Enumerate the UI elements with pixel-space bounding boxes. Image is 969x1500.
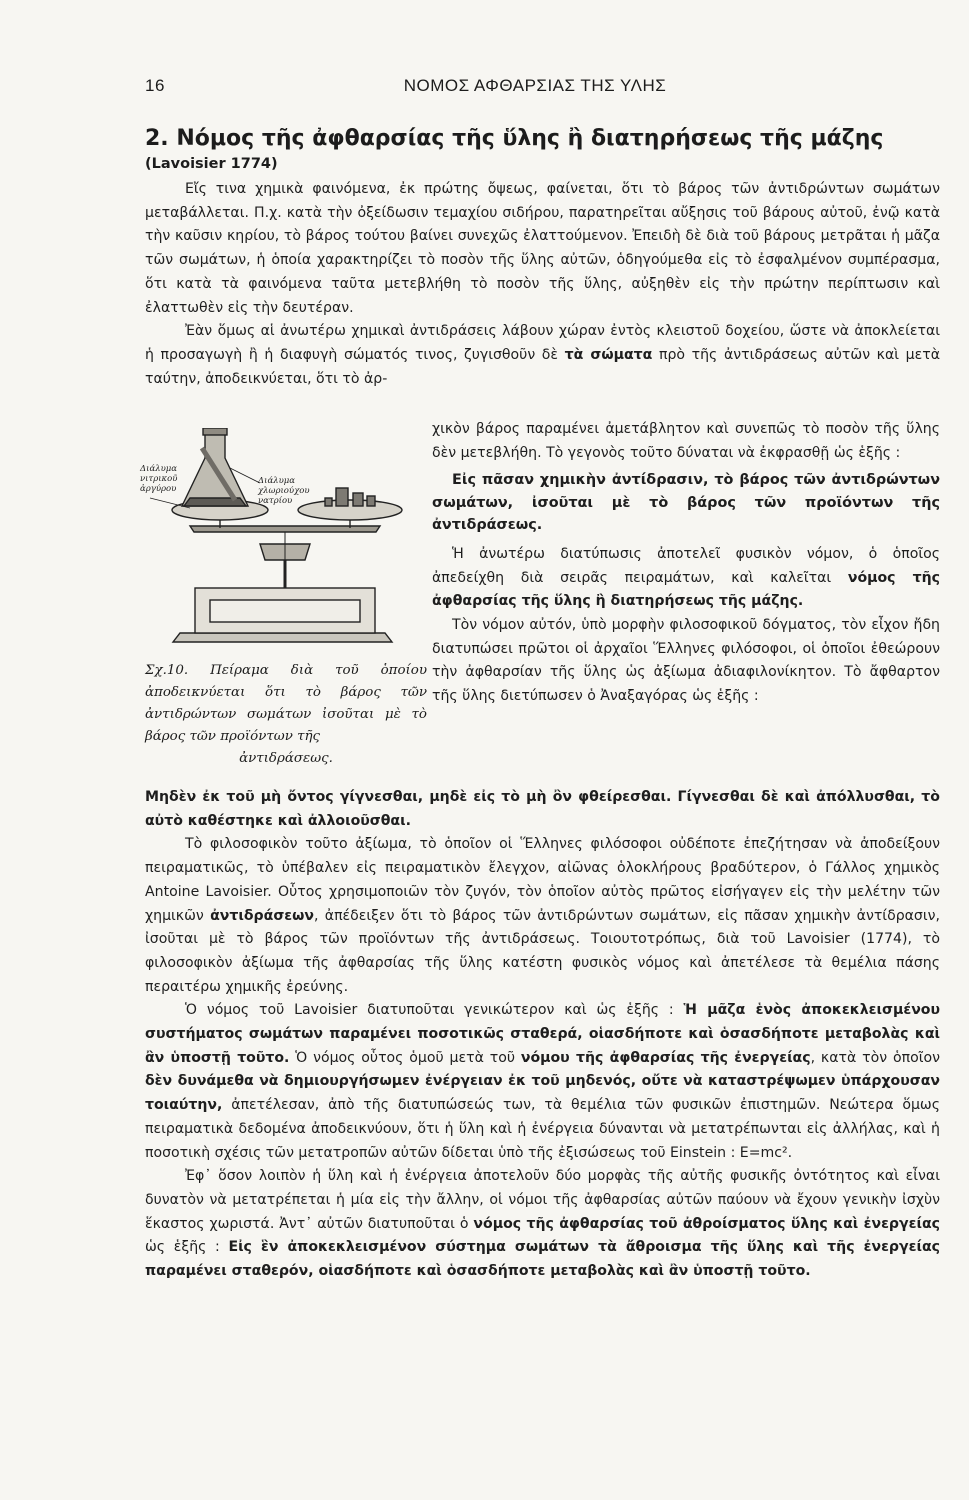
label-silver-nitrate: Διάλυμα νιτρικοῦ ἀργύρου: [140, 464, 178, 494]
p6-text-c: Ὁ νόμος οὗτος ὁμοῦ μετὰ τοῦ: [289, 1049, 521, 1066]
paragraph-3: [432, 543, 940, 614]
paragraph-4: Τὸν νόμον αὐτόν, ὑπὸ μορφὴν φιλοσοφικοῦ δόγματος, τὸν εἶχον ἤδη διατυπώσει πρῶτοι οἱ ἀρχαῖοι Ἕλληνες φιλόσοφοι, οἱ ὁποῖοι ἐθεώρουν τὴν ἀφθαρσίαν τῆς ὕλης ὡς ἀξίωμα ἀδιαφιλονίκητον. Τὸ ἄφθαρτον τῆς ὕλης διετύπωσεν ὁ Ἀναξαγόρας ὡς ἑξῆς :: [432, 617, 940, 705]
p7-text-c: ὡς ἑξῆς :: [145, 1239, 229, 1256]
page-number: 16: [145, 76, 165, 95]
page-header: [145, 76, 925, 106]
law-name: νόμος τῆς ἀφθαρσίας τῆς ὕλης ἢ διατηρήσεως τῆς μάζης.: [432, 569, 941, 610]
anaxagoras-quote: Μηδὲν ἐκ τοῦ μὴ ὄντος γίγνεσθαι, μηδὲ εἰς τὸ μὴ ὂν φθείρεσθαι. Γίγνεσθαι δὲ καὶ ἀπόλλυσθαι, τὸ αὐτὸ καθέστηκε καὶ ἀλλοιοῦσθαι.: [145, 789, 940, 829]
p5-text-a: Τὸ φιλοσοφικὸν τοῦτο ἀξίωμα, τὸ ὁποῖον οἱ Ἕλληνες φιλόσοφοι οὐδέποτε ἐπεζήτησαν νὰ ἀποδείξουν πειραματικῶς, τὸ ὑπέβαλεν εἰς πειραματικὸν ἔλεγχον, αἰῶνας ὁλοκλήρους βραδύτερον, ὁ Γάλλος χημικὸς Antoine Lavoisier. Οὗτος χρησιμοποιῶν τὸν ζυγόν, τὸν ὁποῖον αὐτὸς πρῶτος εἰσήγαγεν εἰς τὴν μελέτην τῶν χημικῶν: [145, 836, 940, 924]
p7-bold-b: νόμος τῆς ἀφθαρσίας τοῦ ἀθροίσματος ὕλης καὶ ἐνεργείας: [473, 1215, 940, 1232]
p6-bold-f: δὲν δυνάμεθα νὰ δημιουργήσωμεν ἐνέργειαν ἐκ τοῦ μηδενός, οὔτε νὰ καταστρέψωμεν ὑπάρχουσαν τοιαύτην,: [145, 1073, 940, 1114]
p6-text-e: , κατὰ τὸν ὁποῖον: [810, 1049, 940, 1066]
paragraph-2-continued: χικὸν βάρος παραμένει ἀμετάβλητον καὶ συνεπῶς τὸ ποσὸν τῆς ὕλης δὲν μετεβλήθη. Τὸ γεγονὸς τοῦτο δύναται νὰ ἐκφρασθῇ ὡς ἑξῆς :: [432, 421, 940, 461]
balance-scale-illustration: [140, 428, 430, 658]
caption-last-line: ἀντιδράσεως.: [239, 751, 333, 766]
p5-bold: ἀντιδράσεων: [210, 907, 314, 924]
paragraph-7: [145, 1165, 940, 1284]
p7-bold-d: Εἰς ἓν ἀποκεκλεισμένον σύστημα σωμάτων τὰ ἄθροισμα τῆς ὕλης καὶ τῆς ἐνεργείας παραμένει σταθερόν, οἱασδήποτε καὶ ὁσασδήποτε μεταβολὰς καὶ ἂν ὑποστῇ τοῦτο.: [145, 1239, 940, 1280]
paragraph-1: Εἴς τινα χημικὰ φαινόμενα, ἐκ πρώτης ὄψεως, φαίνεται, ὅτι τὸ βάρος τῶν ἀντιδρώντων σωμάτων μεταβάλλεται. Π.χ. κατὰ τὴν ὀξείδωσιν τεμαχίου σιδήρου, παρατηρεῖται αὔξησις τοῦ βάρους αὐτοῦ, ἐνῷ κατὰ τὴν καῦσιν κηρίου, τὸ βάρος τούτου βαίνει συνεχῶς ἐλαττούμενον. Ἐπειδὴ δὲ διὰ τοῦ βάρους μετρᾶται ἡ μᾶζα τῶν σωμάτων, ἡ ὁποία χαρακτηρίζει τὸ ποσὸν τῆς ὕλης αὐτῶν, ὁδηγούμεθα εἰς τὸ ἐσφαλμένον συμπέρασμα, ὅτι κατὰ τὰ φαινόμενα ταῦτα μετεβλήθη τὸ ποσὸν τῆς ὕλης, αὐξηθὲν εἰς τὴν πρώτην περίπτωσιν καὶ ἐλαττωθὲν εἰς τὴν δευτέραν.: [145, 181, 940, 316]
p6-bold-d: νόμου τῆς ἀφθαρσίας τῆς ἐνεργείας: [520, 1049, 811, 1066]
figure-balance-experiment: [140, 428, 430, 658]
paragraph-5: [145, 833, 940, 999]
caption-text: Σχ.10. Πείραμα διὰ τοῦ ὁποίου ἀποδεικνύεται ὅτι τὸ βάρος τῶν ἀντιδρώντων σωμάτων ἰσοῦται μὲ τὸ βάρος τῶν προϊόντων τῆς: [145, 663, 427, 744]
p6-bold-b: Ἡ μᾶζα ἑνὸς ἀποκεκλεισμένου συστήματος σωμάτων παραμένει ποσοτικῶς σταθερά, οἱασδήποτε καὶ ὁσασδήποτε μεταβολὰς καὶ ἂν ὑποστῇ τοῦτο.: [145, 1002, 940, 1066]
p2-text-a: Ἐὰν ὅμως αἱ ἀνωτέρω χημικαὶ ἀντιδράσεις λάβουν χώραν ἐντὸς κλειστοῦ δοχείου, ὥστε νὰ ἀποκλείεται ἡ προσαγωγὴ ἢ ἡ διαφυγὴ σώματός τινος, ζυγισθοῦν δὲ: [145, 323, 940, 363]
section-title: 2. Νόμος τῆς ἀφθαρσίας τῆς ὕλης ἢ διατηρήσεως τῆς μάζης: [145, 126, 884, 151]
p3-text: Ἡ ἀνωτέρω διατύπωσις ἀποτελεῖ φυσικὸν νόμον, ὁ ὁποῖος ἀπεδείχθη διὰ σειρᾶς πειραμάτων, καὶ καλεῖται: [432, 545, 940, 586]
figure-caption: [145, 660, 427, 770]
p6-text-a: Ὁ νόμος τοῦ Lavoisier διατυποῦται γενικώτερον καὶ ὡς ἑξῆς :: [185, 1002, 684, 1019]
law-statement: Εἰς πᾶσαν χημικὴν ἀντίδρασιν, τὸ βάρος τῶν ἀντιδρώντων σωμάτων, ἰσοῦται μὲ τὸ βάρος τῶν προϊόντων τῆς ἀντιδράσεως.: [432, 472, 940, 534]
label-sodium-chloride: Διάλυμα χλωριούχου νατρίου: [258, 476, 310, 506]
right-column: [432, 418, 940, 709]
p2-text-c: πρὸ τῆς ἀντιδράσεως αὐτῶν καὶ μετὰ ταύτην, ἀποδεικνύεται, ὅτι τὸ ἀρ-: [145, 346, 941, 387]
section-subtitle: (Lavoisier 1774): [145, 156, 278, 172]
main-block: [145, 786, 940, 1284]
p6-text-g: ἀπετέλεσαν, ἀπὸ τῆς διατυπώσεώς των, τὰ θεμέλια τῶν φυσικῶν ἐπιστημῶν. Νεώτερα ὅμως πειραματικὰ δεδομένα ἀποδεικνύουν, ὅτι ἡ ὕλη καὶ ἡ ἐνέργεια δύνανται νὰ μετατρέπωνται εἰς ἀλλήλας, καὶ ἡ ποσοτικὴ σχέσις τῶν μετατροπῶν αὐτῶν δίδεται ὑπὸ τῆς ἐξισώσεως τοῦ Einstein : E=mc².: [145, 1097, 940, 1161]
running-title: ΝΟΜΟΣ ΑΦΘΑΡΣΙΑΣ ΤΗΣ ΥΛΗΣ: [403, 76, 667, 95]
p2-bold: τὰ σώματα: [564, 346, 653, 363]
p5-text-c: , ἀπέδειξεν ὅτι τὸ βάρος τῶν ἀντιδρώντων σωμάτων, εἰς πᾶσαν χημικὴν ἀντίδρασιν, ἰσοῦται μὲ τὸ βάρος τῶν προϊόντων τῆς ἀντιδράσεως. Τοιουτοτρόπως, διὰ τοῦ Lavoisier (1774), τὸ φιλοσοφικὸν ἀξίωμα τῆς ἀφθαρσίας τῆς ὕλης κατέστη φυσικὸς νόμος καὶ ἀπετέλεσε τὰ θεμέλια πάσης περαιτέρω χημικῆς ἐρεύνης.: [145, 907, 940, 995]
paragraph-6: [145, 999, 940, 1165]
intro-block: [145, 178, 940, 391]
paragraph-2: [145, 320, 940, 391]
p7-text-a: Ἐφ᾽ ὅσον λοιπὸν ἡ ὕλη καὶ ἡ ἐνέργεια ἀποτελοῦν δύο μορφὰς τῆς αὐτῆς φυσικῆς ὀντότητος καὶ εἶναι δυνατὸν νὰ μετατρέπεται ἡ μία εἰς τὴν ἄλλην, οἱ νόμοι τῆς ἀφθαρσίας αὐτῶν παύουν νὰ ἔχουν γενικὴν ἰσχὺν ἕκαστος χωριστά. Ἀντ᾽ αὐτῶν διατυποῦται ὁ: [145, 1168, 940, 1232]
